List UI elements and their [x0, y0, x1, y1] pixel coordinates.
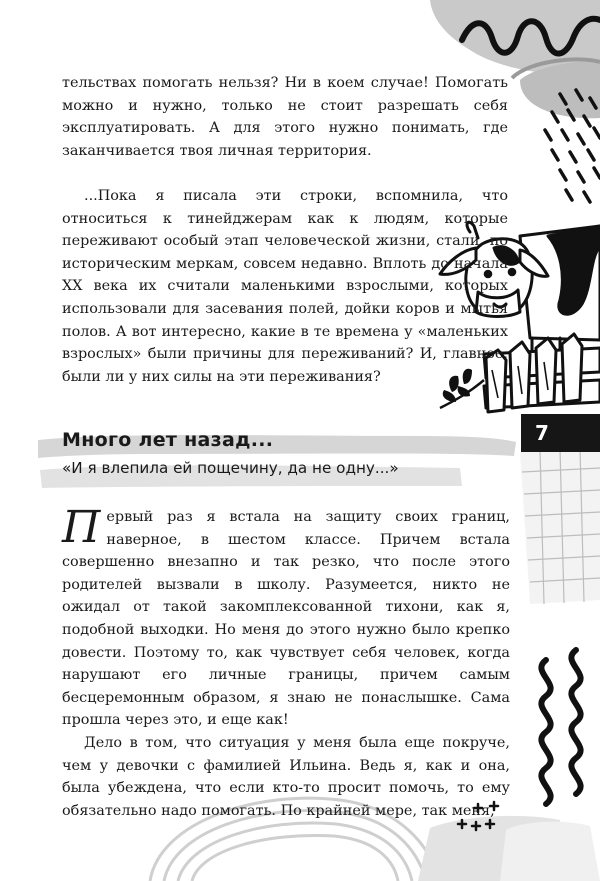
- paragraph-1: тельствах помогать нельзя? Ни в коем случае! Помогать можно и нужно, только не стоит разрешать себя эксплуатировать. А для этого нужно понимать, где заканчивается твоя личная территория.: [62, 75, 508, 159]
- paragraph-3: [62, 502, 510, 732]
- page-number: 7: [535, 421, 549, 445]
- grid-patch-decoration: [520, 446, 600, 604]
- paper-scrap-decoration: [418, 816, 600, 881]
- page-number-tab: [521, 414, 600, 452]
- section-heading: Много лет назад...: [62, 429, 274, 451]
- paragraph-3-text: ервый раз я встала на защиту своих границ, наверное, в шестом классе. Причем встала совершенно внезапно и так резко, что после этого родителей вызвали в школу. Разумеется, никто не ожидал от такой закомплексованной тихони, как я, подобной выходки. Но меня до этого нужно было крепко довести. Поэтому то, как чувствует себя человек, когда нарушают его личные границы, причем самым бесцеремонным образом, я знаю не понаслышке. Сама прошла через это, и еще как!: [62, 509, 510, 729]
- paragraph-4: Дело в том, что ситуация у меня была еще покруче, чем у девочки с фамилией Ильина. Ведь я, как и она, была убеждена, что если кто-то просит помочь, то ему обязательно надо помогать. По крайней мере, так меня,: [62, 735, 510, 819]
- wavy-lines-decoration: [541, 650, 580, 804]
- section-subheading: «И я влепила ей пощечину, да не одну...»: [62, 459, 399, 477]
- paragraph-2: ...Пока я писала эти строки, вспомнила, что относиться к тинейджерам как к людям, которые переживают особый этап человеческой жизни, стали, по историческим меркам, совсем недавно. Вплоть до начала XX века их считали маленькими взрослыми, которых использовали для засевания полей, дойки коров и мытья полов. А вот интересно, какие в те времена у «маленьких взрослых» были причины для переживаний? И, главное, были ли у них силы на эти переживания?: [62, 188, 508, 385]
- drop-cap: П: [62, 502, 101, 553]
